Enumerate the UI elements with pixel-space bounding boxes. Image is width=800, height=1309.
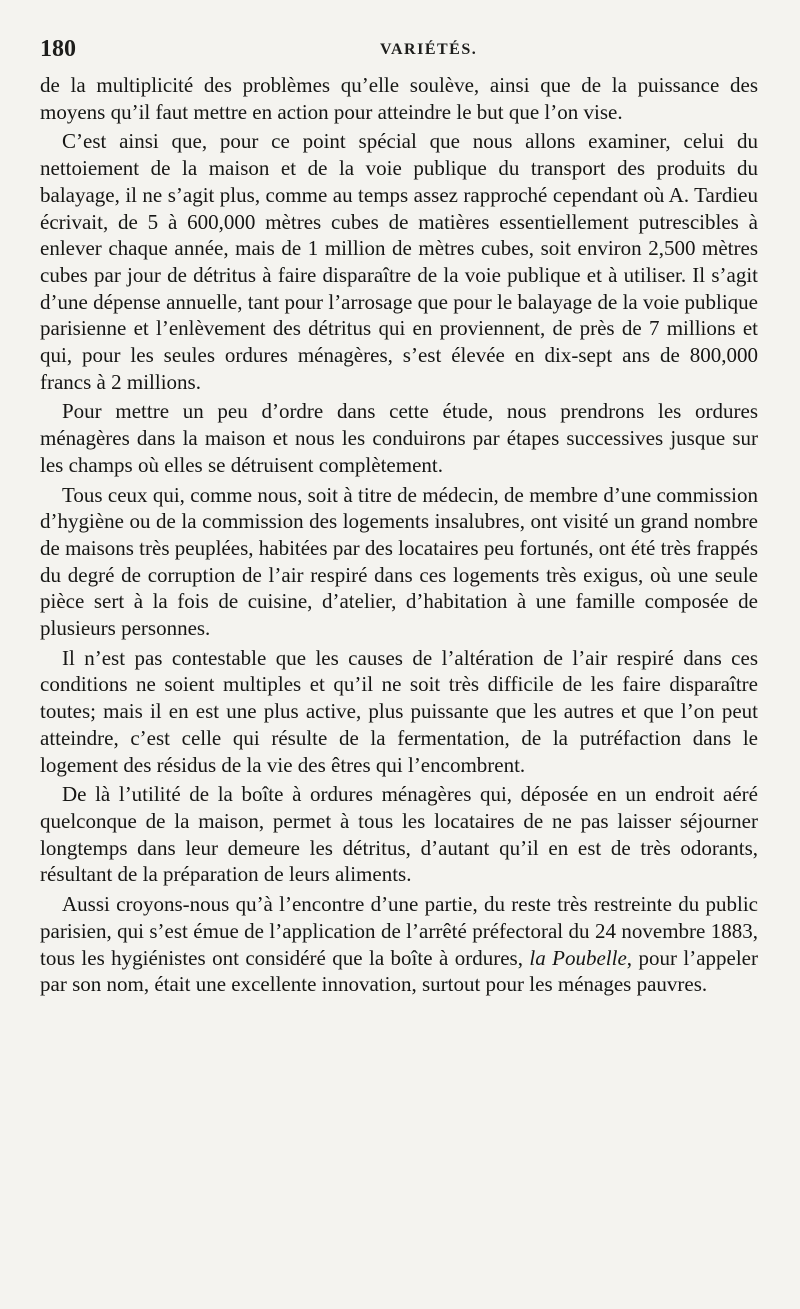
paragraph-2: C’est ainsi que, pour ce point spécial que nous allons examiner, celui du nettoiement de la maison et de la voie publique du transport des produits du balayage, il ne s’agit plus, comme au temps assez rapproché cependant où A. Tardieu écrivait, de 5 à 600,000 mètres cubes de matières essentiellement putrescibles à enlever chaque année, mais de 1 million de mètres cubes, soit environ 2,500 mètres cubes par jour de détritus à faire disparaître de la voie publique et à utiliser. Il s’agit d’une dépense annuelle, tant pour l’arrosage que pour le balayage de la voie publique parisienne et l’enlèvement des détritus qui en proviennent, de près de 7 millions et qui, pour les seules ordures ménagères, s’est élevée en dix-sept ans de 800,000 francs à 2 millions.	[40, 129, 758, 394]
body-text	[40, 72, 758, 1001]
paragraph-3: Pour mettre un peu d’ordre dans cette étude, nous prendrons les ordures ménagères dans la maison et nous les conduirons par étapes successives jusque sur les champs où elles se détruisent complètement.	[40, 399, 758, 477]
paragraph-6: De là l’utilité de la boîte à ordures ménagères qui, déposée en un endroit aéré quelconque de la maison, permet à tous les locataires de ne pas laisser séjourner longtemps dans leur demeure les détritus, d’autant qu’il en est de très odorants, résultant de la préparation de leurs aliments.	[40, 782, 758, 887]
paragraph-4: Tous ceux qui, comme nous, soit à titre de médecin, de membre d’une commission d’hygiène ou de la commission des logements insalubres, ont visité un grand nombre de maisons très peuplées, habitées par des locataires peu fortunés, ont été très frappés du degré de corruption de l’air respiré dans ces logements très exigus, où une seule pièce sert à la fois de cuisine, d’atelier, d’habitation à une famille composée de plusieurs personnes.	[40, 482, 758, 641]
paragraph-7-text-b: , pour l’appeler par son nom, était une excellente innovation, surtout pour les ménages pauvres.	[40, 945, 758, 997]
paragraph-5: Il n’est pas contestable que les causes de l’altération de l’air respiré dans ces conditions ne soient multiples et qu’il ne soit très difficile de les faire disparaître toutes; mais il en est une plus active, plus puissante que les autres et que l’on peut atteindre, c’est celle qui résulte de la fermentation, de la putréfaction dans le logement des résidus de la vie des êtres qui l’encombrent.	[40, 645, 758, 777]
page-number: 180	[40, 36, 76, 62]
page-header	[40, 36, 760, 72]
running-head: VARIÉTÉS.	[380, 41, 478, 58]
paragraph-7	[40, 891, 758, 998]
paragraph-1: de la multiplicité des problèmes qu’elle soulève, ainsi que de la puissance des moyens qu’il faut mettre en action pour atteindre le but que l’on vise.	[40, 73, 758, 124]
paragraph-7-text-a: Aussi croyons-nous qu’à l’encontre d’une partie, du reste très restreinte du public parisien, qui s’est émue de l’application de l’arrêté préfectoral du 24 novembre 1883, tous les hygiénistes ont considéré que la boîte à ordures,	[40, 892, 758, 970]
poubelle-italic: la Poubelle	[529, 945, 627, 970]
